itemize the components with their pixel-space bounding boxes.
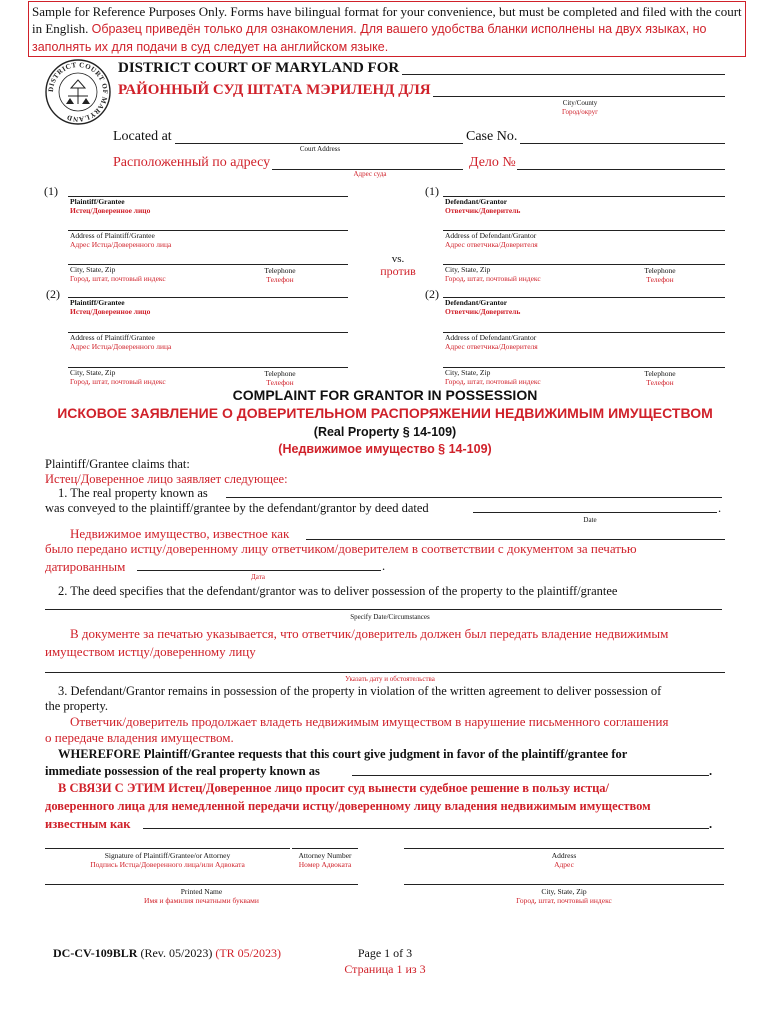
wherefore-ru-period: . [709,817,713,831]
defendant-1-city-label: City, State, Zip Город, штат, почтовый индекс [445,265,541,283]
party-number-1-def: (1) [425,184,439,198]
case-number-field[interactable] [520,143,725,144]
page-number: Page 1 of 3 [357,946,413,960]
claim-1-text-ru-c: датированным [45,559,126,574]
deed-date-field-ru[interactable] [137,570,381,571]
specify-label-ru: Указать дату и обстоятельства [345,675,435,683]
located-at-label-ru: Расположенный по адресу [113,155,271,170]
wherefore-property-field[interactable] [352,775,709,776]
case-no-label: Case No. [466,129,518,144]
printed-name-field[interactable] [45,884,358,885]
party-number-2-def: (2) [425,287,439,301]
wherefore-text: WHEREFORE Plaintiff/Grantee requests that this court give judgment in favor of the plaintiff/grantee for [58,747,628,761]
court-title-en: DISTRICT COURT OF MARYLAND FOR [118,60,400,76]
reference-notice [28,1,746,57]
claims-intro-ru: Истец/Доверенное лицо заявляет следующее: [45,472,288,486]
wherefore-text-ru: В СВЯЗИ С ЭТИМ Истец/Доверенное лицо просит суд вынести судебное решение в пользу истца/ [58,781,610,795]
deliver-circumstances-field-ru[interactable] [45,672,725,673]
property-known-as-field[interactable] [226,497,722,498]
date-label-ru: Дата [251,573,265,581]
claim-1-text: 1. The real property known as [58,486,208,500]
court-address-field[interactable] [175,143,463,144]
notice-english: Sample for Reference Purposes Only. Forms have bilingual format for your convenience, but must be completed and filed with the court in English. [32,4,742,36]
defendant-1-name-label: Defendant/Grantor Ответчик/Доверитель [445,197,521,215]
statute-subtitle-ru: (Недвижимое имущество § 14-109) [278,442,492,456]
claim-3-text-b: the property. [45,699,109,713]
plaintiff-1-name-label: Plaintiff/Grantee Истец/Доверенное лицо [70,197,151,215]
notice-russian: Образец приведён только для ознакомления. Для вашего удобства бланки исполнены на двух языках, но заполнять их для подачи в суд следует на английском языке. [32,22,707,54]
defendant-2-name-label: Defendant/Grantor Ответчик/Доверитель [445,298,521,316]
complaint-title: COMPLAINT FOR GRANTOR IN POSSESSION [232,387,538,403]
plaintiff-1-tel-label: Telephone Телефон [264,266,296,284]
city-county-label-ru: Город/округ [562,108,598,116]
case-number-field-ru[interactable] [517,169,725,170]
court-seal [44,58,112,126]
claim-3-text: 3. Defendant/Grantor remains in possession of the property in violation of the written agreement to deliver possession of [58,684,662,698]
deed-date-field[interactable] [473,512,717,513]
attorney-number-label: Attorney Number Номер Адвоката [298,851,352,869]
defendant-2-address-label: Address of Defendant/Grantor Адрес ответчика/Доверителя [445,333,538,351]
printed-name-label: Printed Name Имя и фамилия печатными буквами [144,887,259,905]
versus-label-ru: против [380,264,416,278]
court-title-ru: РАЙОННЫЙ СУД ШТАТА МЭРИЛЕНД ДЛЯ [118,82,431,98]
address-field[interactable] [404,848,724,849]
complaint-title-ru: ИСКОВОЕ ЗАЯВЛЕНИЕ О ДОВЕРИТЕЛЬНОМ РАСПОРЯЖЕНИИ НЕДВИЖИМЫМ ИМУЩЕСТВОМ [57,405,713,421]
attorney-number-field[interactable] [292,848,358,849]
wherefore-text-ru-b: доверенного лица для немедленной передачи истцу/доверенному лицу владения недвижимым имуществом [45,799,651,813]
plaintiff-1-address-label: Address of Plaintiff/Grantee Адрес Истца/Доверенного лица [70,231,172,249]
defendant-2-tel-label: Telephone Телефон [644,369,676,387]
deliver-circumstances-field[interactable] [45,609,722,610]
wherefore-period: . [709,764,713,778]
claim-1-ru-period: . [382,559,386,573]
court-address-label-ru: Адрес суда [353,170,387,178]
claim-1-text-b: was conveyed to the plaintiff/grantee by the defendant/grantor by deed dated [45,501,429,515]
city-county-label: City/County [562,99,598,107]
page-number-ru: Страница 1 из 3 [344,962,426,976]
defendant-1-address-label: Address of Defendant/Grantor Адрес ответчика/Доверителя [445,231,538,249]
signature-label: Signature of Plaintiff/Grantee/or Attorney Подпись Истца/Доверенного лица/или Адвоката [90,851,245,869]
court-county-line-ru[interactable] [433,96,725,97]
defendant-2-city-label: City, State, Zip Город, штат, почтовый индекс [445,368,541,386]
wherefore-text-ru-c: известным как [45,817,131,831]
claim-1-text-ru-b: было передано истцу/доверенному лицу ответчиком/доверителем в соответствии с документом за печатью [45,541,637,556]
claims-intro: Plaintiff/Grantee claims that: [45,457,190,471]
seal-text: DISTRICT COURT OF MARYLAND [46,60,110,124]
case-no-label-ru: Дело № [469,155,516,170]
claim-2-text: 2. The deed specifies that the defendant/grantor was to deliver possession of the property to the plaintiff/grantee [58,584,618,598]
form-id: DC-CV-109BLR [53,946,138,960]
plaintiff-2-tel-label: Telephone Телефон [264,369,296,387]
form-translation-rev: (TR 05/2023) [215,946,282,960]
court-county-line[interactable] [402,74,725,75]
statute-subtitle: (Real Property § 14-109) [313,425,457,439]
address-label: Address Адрес [551,851,577,869]
claim-3-text-ru-b: о передаче владения имуществом. [45,730,234,745]
wherefore-text-b: immediate possession of the real property known as [45,764,320,778]
claim-2-text-ru: В документе за печатью указывается, что ответчик/доверитель должен был передать владение недвижимым [70,626,669,641]
claim-2-text-ru-b: имуществом истцу/доверенному лицу [45,644,256,659]
versus-label: vs. [391,253,405,265]
claim-3-text-ru: Ответчик/доверитель продолжает владеть недвижимым имуществом в нарушение письменного соглашения [70,714,669,729]
court-address-label: Court Address [299,145,341,153]
plaintiff-2-name-label: Plaintiff/Grantee Истец/Доверенное лицо [70,298,151,316]
city-state-zip-field[interactable] [404,884,724,885]
signature-field[interactable] [45,848,290,849]
plaintiff-2-city-label: City, State, Zip Город, штат, почтовый индекс [70,368,166,386]
plaintiff-2-address-label: Address of Plaintiff/Grantee Адрес Истца/Доверенного лица [70,333,172,351]
wherefore-property-field-ru[interactable] [143,828,709,829]
date-label: Date [583,516,597,524]
party-number-1: (1) [44,184,58,198]
located-at-label: Located at [113,129,172,144]
claim-1-period: . [718,501,722,515]
property-known-as-field-ru[interactable] [306,539,725,540]
claim-1-text-ru: Недвижимое имущество, известное как [70,526,290,541]
city-state-zip-label: City, State, Zip Город, штат, почтовый индекс [516,887,612,905]
plaintiff-1-city-label: City, State, Zip Город, штат, почтовый индекс [70,265,166,283]
party-number-2: (2) [46,287,60,301]
specify-label: Specify Date/Circumstances [350,613,430,621]
form-revision: (Rev. 05/2023) [140,946,213,960]
form-footer [53,946,281,961]
defendant-1-tel-label: Telephone Телефон [644,266,676,284]
